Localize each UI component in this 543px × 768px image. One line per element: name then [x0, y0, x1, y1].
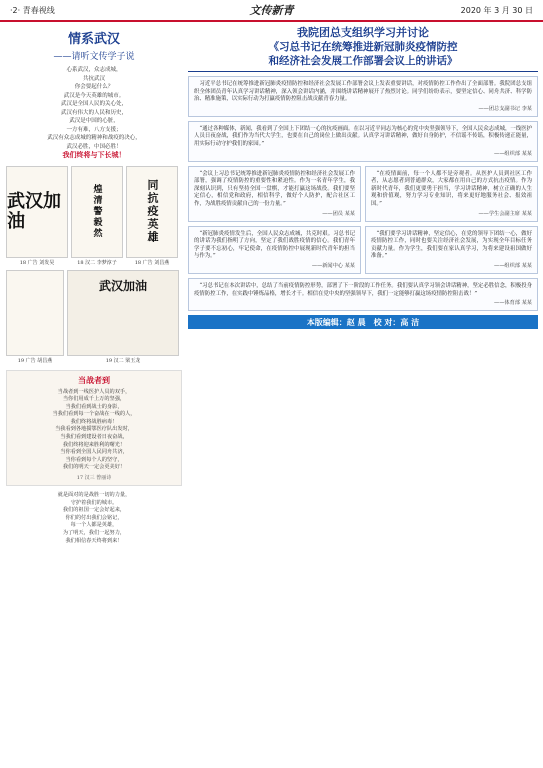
- poem-box: [6, 370, 182, 487]
- closing-paragraph: “习总书记在本次讲话中，总结了当前疫情防控形势，部署了下一阶段的工作任务。我们要认真学习领会讲话精神，坚定必胜信念，积极投身疫情防控工作，在实践中锤炼品格，增长才干。相信在党中央的坚强领导下，我们一定能够打赢这场疫情防控阻击战！”: [194, 282, 532, 297]
- artwork-row-2: [6, 270, 182, 364]
- artwork-image: 同抗疫英雄: [126, 166, 178, 258]
- poem-box-text: 当战者到一线医护人员的双手， 当你们用成千上万的坚强， 当我们看到战士的身影， 当我们看到每一个奋战在一线的人， 我们终将战胜病毒！ 当我看到各地援鄂医疗队出发时， 当我们看到建设者日夜奋战， 我们终将迎来胜利的曙光！ 当你看到全国人民同舟共济， 当你看到每个人的坚守， 我们的明天一定会更美好！: [52, 388, 136, 471]
- two-column-section-2: [188, 226, 538, 274]
- quote-box-right: “在疫情面前，每一个人都不是旁观者。从医护人员到社区工作者，从志愿者到普通群众，大家都在用自己的方式抗击疫情。作为新时代青年，我们更要勇于担当，学习讲话精神，树立正确的人生观和价值观，努力学习专业知识，将来更好地服务社会、报效祖国。” ——学生会副主席 某某: [365, 166, 538, 222]
- title-divider: [188, 71, 538, 72]
- article-subtitle-1: 《习总书记在统筹推进新冠肺炎疫情防控: [268, 41, 458, 53]
- intro-box: [188, 76, 538, 117]
- closing-poem: 就是面对的是战胜一切的力量， 守护着我们的城市。 我们的祖国一定会好起来， 你们的付出我们会铭记， 每一个人都是英雄， 为了明天，我们一起努力， 我们相信春天终将到来！: [57, 492, 131, 544]
- poem-highlight: 我们终将与下长城！: [62, 150, 126, 159]
- quote-signature: ——组织部 某某: [494, 150, 532, 157]
- article-title: 我院团总支组织学习并讨论: [297, 26, 429, 39]
- intro-signature: ——团总支副书记 李某: [478, 105, 532, 112]
- main-article: [188, 26, 538, 761]
- artwork-row: [6, 166, 182, 266]
- closing-box: [188, 278, 538, 311]
- artwork-image: 武汉加油: [67, 270, 179, 356]
- header-section: ·2· 青春视线: [10, 5, 55, 15]
- left-poem: 心系武汉，众志成城， 共抗武汉 你会要起什么？ 武汉是今天英雄的城市。 武汉是全国人民的关心处， 武汉有伟大的人民和历史， 武汉是中国的心脏， 一方有难，八方支援； 武汉有众志成城的精神和战疫的决心， 武汉必胜，中国必胜！ 我们终将与下长城！: [6, 66, 182, 160]
- poem-box-title: 当战者到: [78, 374, 110, 385]
- newspaper-title: 文传新青: [249, 4, 294, 17]
- quote-box: [188, 121, 538, 162]
- artwork-item: 同抗疫英雄 18 广告 刘昌燕: [126, 166, 178, 266]
- left-subtitle: ——请听文传学子说: [53, 52, 135, 62]
- intro-paragraph: 习近平总书记在统筹推进新冠肺炎疫情防控和经济社会发展工作部署会议上发表重要讲话，对疫情防控工作作出了全面部署。我院团总支组织全体团员青年认真学习讲话精神，深入领会讲话内涵，并围绕讲话精神展开了热烈讨论。同学们纷纷表示，要坚定信心、同舟共济、科学防治、精准施策，以实际行动为打赢疫情防控阻击战贡献青春力量。: [194, 81, 532, 103]
- quote-box-right-2: “我们要学习讲话精神，坚定信心，在党的领导下团结一心，做好疫情防控工作，同时也要关注经济社会发展，为实现全年目标任务贡献力量。作为学生，我们要在家认真学习，为将来建设祖国做好准备。” ——组织部 某某: [365, 226, 538, 274]
- quote-box-left-2: “新冠肺炎疫情发生后，全国人民众志成城，共克时艰。习总书记的讲话为我们指明了方向，坚定了我们战胜疫情的信心。我们青年学子要不忘初心，牢记使命，在疫情防控中展现新时代青年的担当与作为。” ——新闻中心 某某: [188, 226, 361, 274]
- article-subtitle-2: 和经济社会发展工作部署会议上的讲话》: [268, 55, 458, 67]
- artwork-item: 煌清警毅然 18 汉二 李梦淳子: [71, 166, 123, 266]
- quote-paragraph: “通过各种媒体，新闻，我看到了全国上下团结一心的抗疫画面。在以习近平同志为核心的党中央坚强领导下，全国人民众志成城，一线医护人员日夜奋战，我们作为当代大学生，也要在自己的岗位上做出贡献。认真学习讲话精神，做好自身防护，不信谣不传谣，积极传递正能量，用实际行动守护我们的家园。”: [194, 125, 532, 147]
- artwork-item: 19 广告 胡昌燕: [6, 270, 64, 364]
- artwork-item: 武汉加油 18 广告 刘发昊: [6, 166, 68, 266]
- artwork-image: 煌清警毅然: [71, 166, 123, 258]
- editor-label: 本版编辑：赵 晨 校 对：高 洁: [306, 317, 420, 327]
- artwork-item: 武汉加油 19 汉二 梁玉龙: [67, 270, 179, 364]
- artwork-image: [6, 270, 64, 356]
- artwork-image: 武汉加油: [6, 166, 68, 258]
- left-title: 情系武汉: [67, 32, 120, 47]
- closing-signature: ——体育部 某某: [494, 300, 532, 307]
- two-column-section: [188, 166, 538, 222]
- quote-box-left: “会议上习总书记统筹推进新冠肺炎疫情防控和经济社会发展工作部署，强调了疫情防控的重要性和紧迫性。作为一名青年学生，我深刻认识到，只有坚持全国一盘棋，才能打赢这场战役。我们要坚定信心，相信党和政府，相信科学，做好个人防护，配合社区工作，为战胜疫情贡献自己的一份力量。” ——团员 某某: [188, 166, 361, 222]
- left-column: [6, 26, 182, 761]
- header-date: 2020 年 3 月 30 日: [460, 5, 533, 15]
- page-header: [0, 0, 543, 22]
- editor-banner: [188, 315, 538, 329]
- poem-box-author: 17 汉三 曾丽诗: [76, 475, 112, 482]
